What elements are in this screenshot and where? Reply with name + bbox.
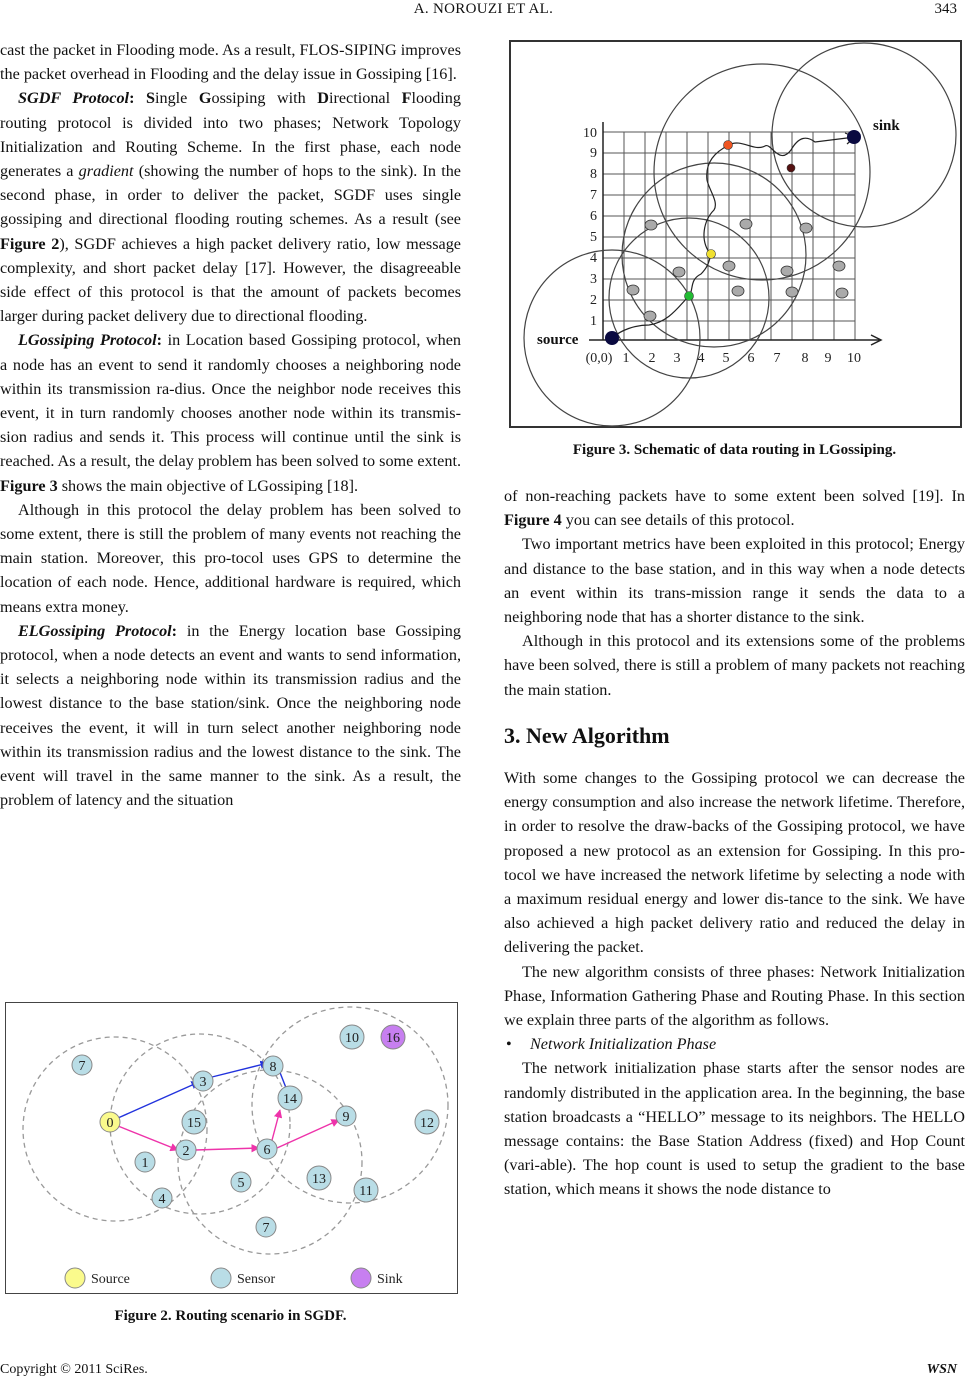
svg-text:2: 2: [182, 1144, 190, 1159]
node: [278, 1086, 302, 1110]
figure-3-ref[interactable]: Figure 3: [0, 476, 58, 495]
sgdf-title: SGDF Protocol: [18, 89, 130, 108]
sgdf-paragraph: SGDF Protocol: Single Gossiping with Directional Flooding routing protocol is divided into two phases; Network Topology Initialization and Routing Scheme. In the first phase, each node generates a gradient (showing the number of hops to the sink). In the second phase, in order to deliver the packet, SGDF uses single gossiping and directional flooding routing schemes. As a result (see Figure 2), SGDF achieves a high packet delivery ratio, low message complexity, and short packet delay [17]. However, the disagreeable side effect of this protocol is that the amount of packets becomes larger during packet delivery due to directional flooding.: [0, 89, 461, 326]
svg-text:7: 7: [78, 1059, 86, 1074]
svg-text:16: 16: [386, 1031, 400, 1046]
right-column: [504, 484, 965, 1202]
paragraph: of non-reaching packets have to some extent been solved [19]. In Figure 4 you can see details of this protocol.: [504, 487, 965, 530]
bullet-icon: •: [506, 1035, 512, 1054]
source-label: source: [537, 332, 579, 348]
svg-text:7: 7: [262, 1221, 270, 1236]
svg-text:10: 10: [583, 126, 597, 141]
legend-source-label: Source: [91, 1272, 130, 1287]
svg-text:10: 10: [847, 351, 861, 366]
bullet-label: Network Initialization Phase: [530, 1035, 717, 1054]
svg-text:7: 7: [773, 351, 781, 366]
node: [354, 1178, 378, 1202]
left-column: [0, 38, 461, 813]
node-sink: [381, 1025, 405, 1049]
figure-2: [5, 1002, 458, 1294]
node: [135, 1152, 155, 1172]
svg-text:12: 12: [420, 1116, 434, 1131]
elgossiping-title: ELGossiping Protocol: [18, 621, 172, 640]
legend-source-swatch: [65, 1268, 85, 1288]
paragraph: The new algorithm consists of three phases: Network Initialization Phase, Information Gathering Phase and Routing Phase. In this section we explain three parts of the algorithm as follows.: [504, 962, 965, 1030]
running-title: A. NOROUZI ET AL.: [413, 1, 554, 17]
bullet-item: [504, 1032, 965, 1056]
svg-text:14: 14: [283, 1092, 297, 1107]
origin-label: (0,0): [585, 351, 613, 366]
node: [176, 1140, 196, 1160]
paragraph: Two important metrics have been exploited in this protocol; Energy and distance to the base station, and in this way when a node detects an event within its trans-mission range it sends the data to a neighboring node that has a shorter distance to the sink.: [504, 535, 965, 627]
svg-text:7: 7: [590, 188, 597, 203]
svg-text:5: 5: [590, 230, 597, 245]
svg-text:8: 8: [801, 351, 809, 366]
node: [415, 1110, 439, 1134]
node: [307, 1166, 331, 1190]
figure-3-diagram: [509, 40, 962, 428]
node: [257, 1139, 277, 1159]
legend-sensor-label: Sensor: [237, 1272, 276, 1287]
node: [72, 1055, 92, 1075]
svg-text:1: 1: [622, 351, 630, 366]
svg-text:3: 3: [590, 272, 597, 287]
figure-4-ref[interactable]: Figure 4: [504, 511, 562, 530]
svg-text:9: 9: [342, 1110, 350, 1125]
svg-text:0: 0: [106, 1116, 114, 1131]
svg-text:8: 8: [590, 167, 597, 182]
svg-text:1: 1: [590, 314, 597, 329]
svg-text:4: 4: [158, 1192, 166, 1207]
page-header: [0, 0, 967, 22]
node: [336, 1106, 356, 1126]
svg-text:6: 6: [590, 209, 597, 224]
node: [263, 1056, 283, 1076]
svg-text:11: 11: [359, 1184, 373, 1199]
svg-text:10: 10: [345, 1031, 359, 1046]
svg-text:6: 6: [263, 1143, 271, 1158]
source-node: [605, 331, 619, 345]
svg-text:5: 5: [722, 351, 730, 366]
elgossiping-paragraph: ELGossiping Protocol: in the Energy location base Gossiping protocol, when a node detects an event and wants to send information, it selects a neighboring node within its transmission radius and the lowest distance to the base station/sink. Once the neighboring node receives the event, it will in turn select another neighboring node within its transmission radius and the lowest distance to the sink. The event will travel in the same manner to the sink. As a result, the problem of latency and the situation: [0, 621, 461, 810]
copyright: Copyright © 2011 SciRes.: [0, 1362, 148, 1377]
lgossiping-paragraph: LGossiping Protocol: in Location based Gossiping protocol, when a node has an event to send it randomly chooses a neighboring node within its transmission ra-dius. Once the neighbor node receives this event, it in turn randomly chooses another node within its transmis-sion radius and sends it. This process will continue until the sink is reached. As a result, the delay problem has been solved to some extent. Figure 3 shows the main objective of LGossiping [18].: [0, 331, 461, 495]
svg-text:6: 6: [747, 351, 755, 366]
svg-text:15: 15: [187, 1116, 201, 1131]
node: [256, 1217, 276, 1237]
paragraph: cast the packet in Flooding mode. As a result, FLOS-SIPING improves the packet overhead in Flooding and the delay issue in Gossiping [16].: [0, 41, 461, 84]
section-heading: 3. New Algorithm: [504, 722, 670, 748]
node: [340, 1025, 364, 1049]
svg-text:5: 5: [237, 1176, 245, 1191]
sink-label: sink: [873, 118, 900, 134]
svg-text:2: 2: [648, 351, 656, 366]
svg-text:13: 13: [312, 1172, 326, 1187]
legend-sink-label: Sink: [377, 1272, 403, 1287]
paragraph: With some changes to the Gossiping protocol we can decrease the energy consumption and also increase the network lifetime. Therefore, in order to resolve the draw-backs of the Gossiping protocol, we have proposed a new protocol as an extension for Gossiping. In this pro-tocol we have increased the network lifetime by selecting a node with a maximum residual energy and lower dis-tance to the sink. We have also achieved a high packet delivery ratio and reduced the delay in delivering the packet.: [504, 769, 965, 957]
page-footer: [0, 1362, 967, 1378]
lgossiping-title: LGossiping Protocol: [18, 331, 157, 350]
paragraph: Although in this protocol the delay problem has been solved to some extent, there is still the problem of many events not reaching the main station. Moreover, this pro-tocol uses GPS to determine the location of each node. Hence, additional hardware is required, which means extra money.: [0, 500, 461, 616]
journal-name: WSN: [926, 1362, 957, 1377]
legend-sink-swatch: [351, 1268, 371, 1288]
figure-2-ref[interactable]: Figure 2: [0, 234, 60, 253]
node: [231, 1172, 251, 1192]
paragraph: The network initialization phase starts after the sensor nodes are randomly distributed in the application area. In the beginning, the base station broadcasts a “HELLO” message to its neighbors. The HELLO message contains: the Base Station Address (fixed) and Hop Count (vari-able). The hop count is used to setup the gradient to the base station, which means it shows the node distance to: [504, 1059, 965, 1199]
figure-2-caption: Figure 2. Routing scenario in SGDF.: [114, 1308, 347, 1324]
figure-3: [509, 40, 962, 428]
figure-3-caption: Figure 3. Schematic of data routing in LGossiping.: [572, 442, 897, 458]
svg-text:4: 4: [697, 351, 705, 366]
node: [152, 1188, 172, 1208]
svg-text:3: 3: [199, 1075, 207, 1090]
legend-sensor-swatch: [211, 1268, 231, 1288]
figure-2-diagram: [5, 1002, 458, 1294]
node-source: [100, 1112, 120, 1132]
sink-node: [847, 130, 861, 144]
svg-text:2: 2: [590, 293, 597, 308]
page-number: 343: [934, 1, 957, 17]
svg-text:8: 8: [269, 1060, 277, 1075]
svg-text:9: 9: [590, 146, 597, 161]
node: [182, 1110, 206, 1134]
svg-text:9: 9: [824, 351, 832, 366]
svg-text:1: 1: [141, 1156, 149, 1171]
svg-text:3: 3: [673, 351, 681, 366]
paragraph: Although in this protocol and its extensions some of the problems have been solved, there is still a problem of many packets not reaching the main station.: [504, 632, 965, 699]
node: [193, 1071, 213, 1091]
svg-text:4: 4: [590, 251, 597, 266]
